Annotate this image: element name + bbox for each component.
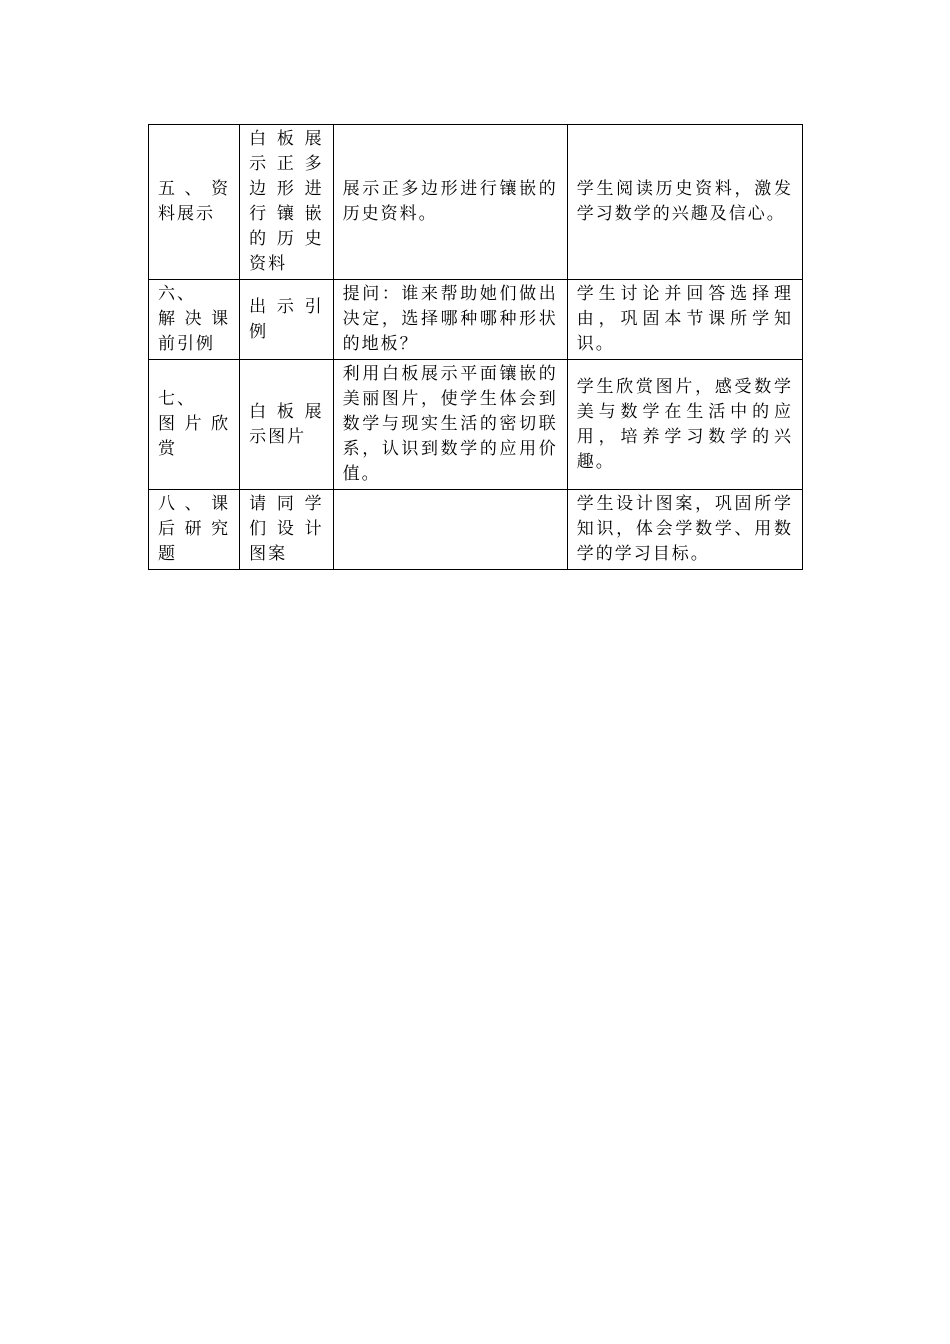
- teacher-activity-cell: 利用白板展示平面镶嵌的美丽图片，使学生体会到数学与现实生活的密切联系，认识到数学的应用价值。: [333, 360, 567, 490]
- teacher-activity-cell: 展示正多边形进行镶嵌的历史资料。: [333, 125, 567, 280]
- resource-cell: 白板展示正多边形进行镶嵌的历史资料: [240, 125, 333, 280]
- resource-cell: 出示引例: [240, 280, 333, 360]
- table-row: [149, 490, 803, 570]
- table-row: [149, 360, 803, 490]
- student-activity-cell: 学生讨论并回答选择理由，巩固本节课所学知识。: [567, 280, 802, 360]
- stage-cell: 八、课后研究题: [149, 490, 240, 570]
- table-row: [149, 280, 803, 360]
- resource-cell: 请同学们设计图案: [240, 490, 333, 570]
- stage-cell: 六、 解决课前引例: [149, 280, 240, 360]
- student-activity-cell: 学生欣赏图片，感受数学美与数学在生活中的应用，培养学习数学的兴趣。: [567, 360, 802, 490]
- lesson-plan-table: [148, 124, 803, 570]
- student-activity-cell: 学生设计图案，巩固所学知识，体会学数学、用数学的学习目标。: [567, 490, 802, 570]
- stage-cell: 五、资料展示: [149, 125, 240, 280]
- teacher-activity-cell: [333, 490, 567, 570]
- teacher-activity-cell: 提问：谁来帮助她们做出决定，选择哪种哪种形状的地板？: [333, 280, 567, 360]
- resource-cell: 白板展示图片: [240, 360, 333, 490]
- student-activity-cell: 学生阅读历史资料，激发学习数学的兴趣及信心。: [567, 125, 802, 280]
- stage-cell: 七、 图片欣赏: [149, 360, 240, 490]
- table-row: [149, 125, 803, 280]
